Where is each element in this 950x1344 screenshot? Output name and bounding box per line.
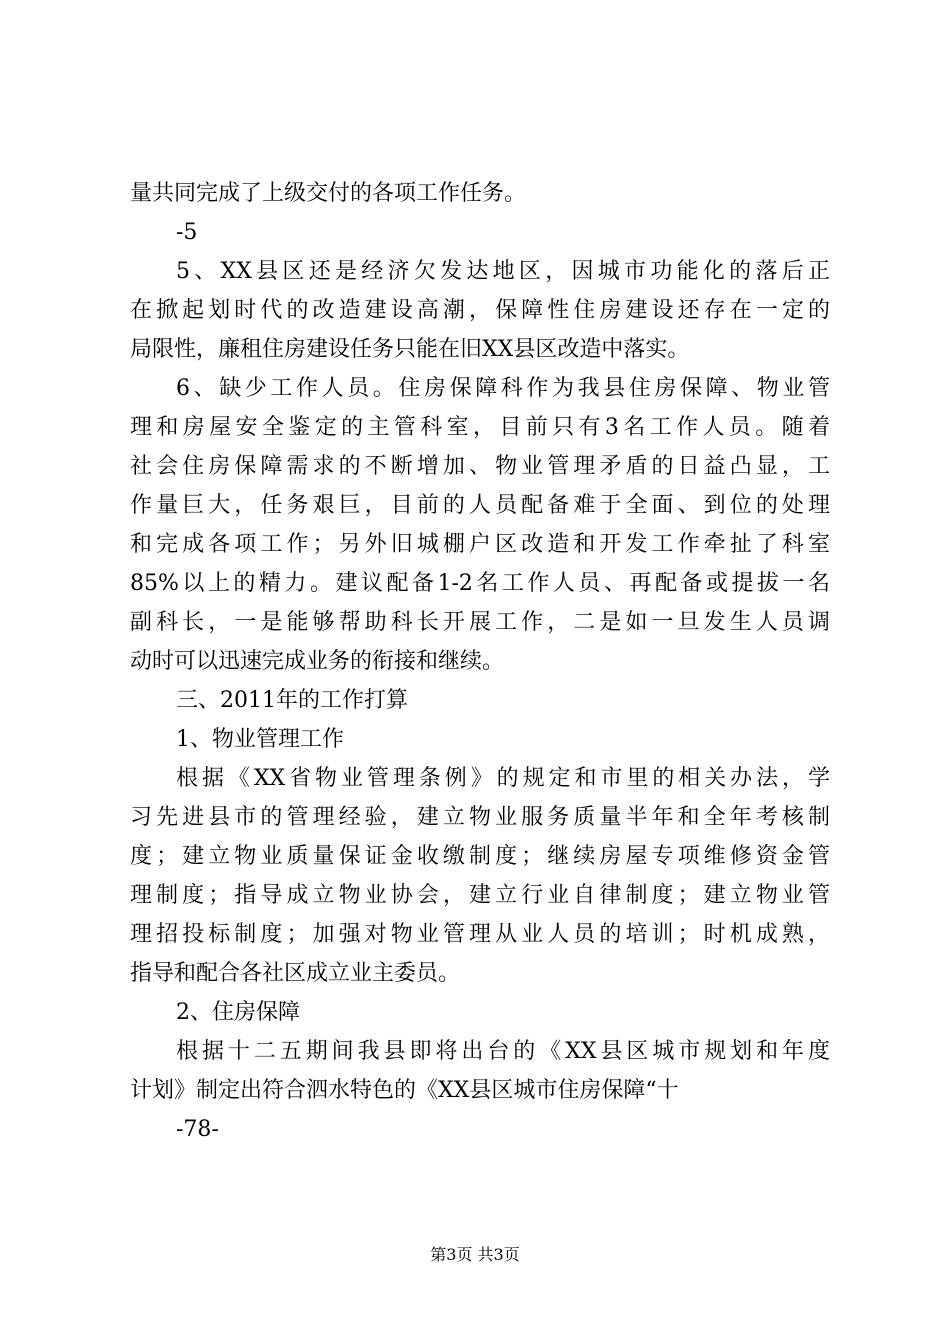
text-line: 在掀起划时代的改造建设高潮，保障性住房建设还存在一定的 xyxy=(130,298,830,323)
inline-page-number: -78- xyxy=(176,1117,219,1142)
text-line: 理招投标制度；加强对物业管理从业人员的培训；时机成熟， xyxy=(130,922,830,947)
text-line: 和完成各项工作；另外旧城棚户区改造和开发工作牵扯了科室 xyxy=(130,532,830,557)
text-line: 根据《XX省物业管理条例》的规定和市里的相关办法，学 xyxy=(176,766,830,791)
text-line: 计划》制定出符合泗水特色的《XX县区城市住房保障“十 xyxy=(130,1078,679,1103)
text-line: 社会住房保障需求的不断增加、物业管理矛盾的日益凸显，工 xyxy=(130,454,830,479)
text-line: -5 xyxy=(176,220,198,245)
text-line: 副科长，一是能够帮助科长开展工作，二是如一旦发生人员调 xyxy=(130,610,830,635)
text-line: 85%以上的精力。建议配备1-2名工作人员、再配备或提拔一名 xyxy=(130,571,830,596)
text-line: 指导和配合各社区成立业主委员。 xyxy=(130,961,461,986)
text-line: 度；建立物业质量保证金收缴制度；继续房屋专项维修资金管 xyxy=(130,844,830,869)
text-line: 局限性，廉租住房建设任务只能在旧XX县区改造中落实。 xyxy=(130,337,690,362)
subsection-heading: 2、住房保障 xyxy=(176,1000,300,1025)
section-heading: 三、2011年的工作打算 xyxy=(176,688,408,713)
text-line: 习先进县市的管理经验，建立物业服务质量半年和全年考核制 xyxy=(130,805,830,830)
text-line: 6、缺少工作人员。住房保障科作为我县住房保障、物业管 xyxy=(176,376,830,401)
document-body xyxy=(130,174,830,1149)
text-line: 量共同完成了上级交付的各项工作任务。 xyxy=(130,181,527,206)
text-line: 根据十二五期间我县即将出台的《XX县区城市规划和年度 xyxy=(176,1039,830,1064)
page-footer: 第3页 共3页 xyxy=(430,1245,520,1264)
text-line: 理和房屋安全鉴定的主管科室，目前只有3名工作人员。随着 xyxy=(130,415,830,440)
text-line: 作量巨大，任务艰巨，目前的人员配备难于全面、到位的处理 xyxy=(130,493,830,518)
text-line: 理制度；指导成立物业协会，建立行业自律制度；建立物业管 xyxy=(130,883,830,908)
text-line: 动时可以迅速完成业务的衔接和继续。 xyxy=(130,649,505,674)
text-line: 5、XX县区还是经济欠发达地区，因城市功能化的落后正 xyxy=(176,259,830,284)
subsection-heading: 1、物业管理工作 xyxy=(176,727,344,752)
